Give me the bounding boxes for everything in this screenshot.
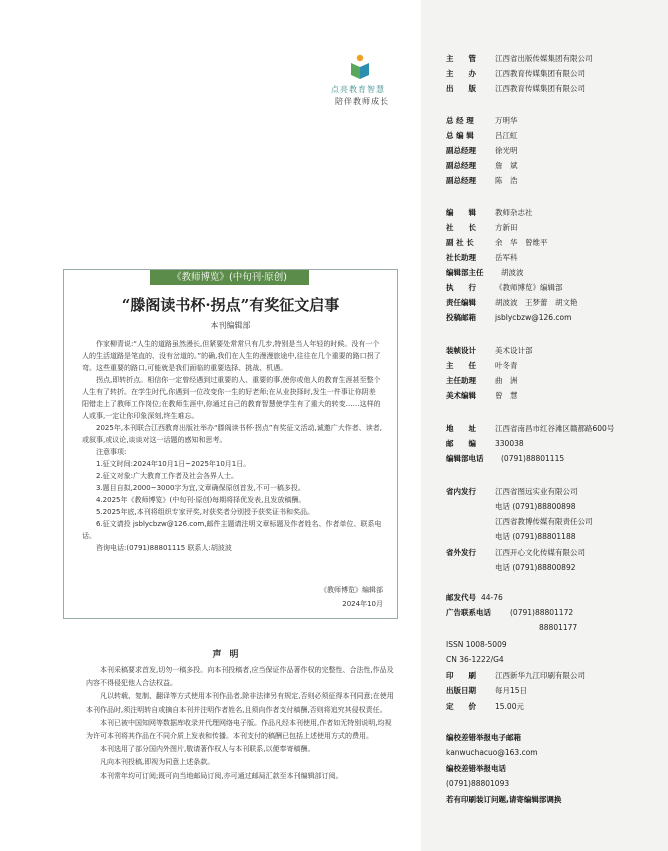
- info-row: [446, 686, 528, 696]
- notice-tag: 《教师博览》(中旬刊·原创): [150, 270, 309, 285]
- info-value: 江西教育传媒集团有限公司: [495, 69, 585, 78]
- info-row: [446, 454, 565, 464]
- info-row: [446, 346, 533, 356]
- essay-notice: [63, 269, 398, 619]
- info-value: 15.00元: [495, 702, 524, 711]
- info-value: 徐光明: [495, 146, 518, 155]
- info-line: 88801177: [539, 623, 578, 632]
- info-value: 岳军科: [495, 253, 518, 262]
- info-value: (0791)88801172: [510, 608, 574, 617]
- info-label: 社 长: [446, 223, 476, 232]
- info-row: [446, 283, 563, 293]
- report-phone: (0791)88801093: [446, 779, 510, 788]
- info-label: 编辑部电话: [446, 454, 484, 463]
- statement-paragraph: 凡以转载、复制、翻译等方式使用本刊作品者,除非法律另有规定,否则必须征得本刊同意;在使用本刊作品时,须注明转自或摘自本刊并注明作者姓名,且须向作者支付稿酬,否则将追究其侵权责任。: [86, 692, 394, 714]
- info-value: 江西新华九江印刷有限公司: [495, 671, 585, 680]
- statement-body: [86, 664, 396, 783]
- info-row: [446, 424, 615, 434]
- info-row: [446, 208, 533, 218]
- info-label: 副 社 长: [446, 238, 474, 247]
- info-value: 江西省图远实业有限公司: [495, 487, 578, 496]
- info-label: 印 刷: [446, 671, 476, 680]
- info-row: [446, 253, 518, 263]
- notice-signature-date: 2024年10月: [342, 600, 383, 608]
- info-label: 主任助理: [446, 376, 476, 385]
- info-label: 省外发行: [446, 548, 476, 557]
- info-value: 方新田: [495, 223, 518, 232]
- statement-paragraph: 凡向本刊投稿,即视为同意上述条款。: [100, 758, 215, 767]
- info-row: [446, 608, 574, 618]
- notice-items-heading: 注意事项:: [96, 448, 127, 456]
- statement-paragraph: 本刊采稿要求首发,切勿一稿多投。向本刊投稿者,应当保证作品著作权的完整性、合法性,作品及内容不得侵犯他人合法权益。: [86, 666, 394, 688]
- info-row: [446, 376, 518, 386]
- info-row: [446, 548, 585, 558]
- info-label: 出 版: [446, 84, 476, 93]
- info-label: 定 价: [446, 702, 476, 711]
- info-label: 省内发行: [446, 487, 476, 496]
- notice-item: 2.征文对象:广大教育工作者及社会各界人士。: [96, 472, 239, 480]
- notice-item: 1.征文时间:2024年10月1日~2025年10月1日。: [96, 460, 251, 468]
- info-line: 电话 (0791)88801188: [495, 532, 576, 541]
- slogan: [331, 84, 411, 108]
- info-row: [446, 54, 593, 64]
- info-row: [446, 223, 518, 233]
- cn-number: CN 36-1222/G4: [446, 655, 504, 664]
- info-value: 每月15日: [495, 686, 528, 695]
- info-value: 《教师博览》编辑部: [495, 283, 563, 292]
- notice-paragraph: 作家柳青说:“人生的道路虽然漫长,但紧要处常常只有几步,特别是当人年轻的时候。没有一个人的生活道路是笔直的、没有岔道的。”的确,我们在人生的漫漫旅途中,往往在几个重要的路口拐了弯。这些重要的路口,可能就是我们面临的重要选择、挑战、机遇。: [82, 340, 381, 372]
- info-row: [446, 671, 585, 681]
- info-value: 美术设计部: [495, 346, 533, 355]
- notice-contact: 咨询电话:(0791)88801115 联系人:胡波波: [96, 544, 232, 552]
- info-label: 主 管: [446, 54, 476, 63]
- info-label: 责任编辑: [446, 298, 476, 307]
- info-value: 曾 慧: [495, 391, 518, 400]
- issn: ISSN 1008-5009: [446, 640, 507, 649]
- info-line: 电话 (0791)88800892: [495, 563, 576, 572]
- info-label: 编辑部主任: [446, 268, 484, 277]
- info-value: 万明华: [495, 116, 518, 125]
- info-label: 副总经理: [446, 161, 476, 170]
- info-row: [446, 593, 503, 603]
- footer-note: 若有印刷装订问题,请寄编辑部调换: [446, 795, 562, 804]
- notice-item: 6.征文请投 jsblycbzw@126.com,邮件主题请注明文章标题及作者姓名、作者单位、联系电话。: [82, 520, 382, 540]
- info-label: 邮 编: [446, 439, 476, 448]
- info-value: 教师杂志社: [495, 208, 533, 217]
- info-label: 装帧设计: [446, 346, 476, 355]
- statement-paragraph: 本刊常年均可订阅;既可向当地邮局订阅,亦可通过邮局汇款至本刊编辑部订阅。: [100, 771, 343, 780]
- info-label: 美术编辑: [446, 391, 476, 400]
- info-row: [446, 116, 518, 126]
- info-value: 胡波波 王梦蕾 胡文艳: [495, 298, 578, 307]
- info-row: [446, 176, 518, 186]
- report-email-label: 编校差错举报电子邮箱: [446, 733, 521, 742]
- info-label: 主 办: [446, 69, 476, 78]
- info-value: 330038: [495, 439, 524, 448]
- statement-paragraph: 本刊已被中国知网等数据库收录并代理网络电子版。作品凡经本刊使用,作者如无特别说明,均视为许可本刊将其作品在不同介质上发表和传播。本刊支付的稿酬已包括上述使用方式的费用。: [86, 718, 392, 741]
- report-phone-label: 编校差错举报电话: [446, 764, 506, 773]
- report-email: kanwuchacuo@163.com: [446, 748, 538, 757]
- info-label: 总 经 理: [446, 116, 474, 125]
- notice-author: 本刊编辑部: [210, 321, 251, 330]
- info-value: 叶冬青: [495, 361, 518, 370]
- info-row: [446, 146, 518, 156]
- info-row: [446, 84, 585, 94]
- info-label: 副总经理: [446, 146, 476, 155]
- info-row: [446, 702, 524, 712]
- info-row: [446, 268, 524, 278]
- notice-signature-org: 《教师博览》编辑部: [320, 586, 383, 594]
- info-value: 江西教育传媒集团有限公司: [495, 84, 585, 93]
- info-label: 编 辑: [446, 208, 476, 217]
- info-row: [446, 313, 572, 323]
- info-row: [446, 439, 524, 449]
- notice-item: 4.2025年《教师博览》(中旬刊·原创)每期将择优发表,且发放稿酬。: [96, 496, 306, 504]
- notice-item: 3.题目自拟,2000~3000字为宜,文章确保原创首发,不可一稿多投。: [96, 484, 305, 492]
- info-label: 主 任: [446, 361, 476, 370]
- info-label: 邮发代号: [446, 593, 476, 602]
- info-value: 江西省出版传媒集团有限公司: [495, 54, 593, 63]
- info-label: 执 行: [446, 283, 476, 292]
- statement-paragraph: 本刊选用了部分国内外图片,敬请著作权人与本刊联系,以便奉寄稿酬。: [100, 745, 315, 754]
- info-label: 广告联系电话: [446, 608, 491, 617]
- notice-paragraph: 拐点,即转折点。相信你一定曾经遇到过重要的人、重要的事,使你或他人的教育生涯甚至整个人生有了转折。在学生时代,你遇到一位改变你一生的好老师;在从业抉择时,发生一件事让你阴差阳错走上了教师工作岗位;在教师生涯中,你通过自己的教育智慧使学生有了重大的转变……这样的人或事,一定让你印象深刻,终生难忘。: [82, 376, 381, 420]
- info-row: [446, 391, 518, 401]
- info-label: 地 址: [446, 424, 476, 433]
- statement-title: 声明: [212, 650, 247, 660]
- info-value: jsblycbzw@126.com: [495, 313, 572, 322]
- info-label: 社长助理: [446, 253, 476, 262]
- slogan-line-2: 陪伴教师成长: [335, 97, 389, 106]
- notice-paragraph: 2025年,本刊联合江西教育出版社举办“滕阁读书杯·拐点”有奖征文活动,诚邀广大作者、读者,或叙事,或议论,谈谈对这一话题的感知和思考。: [82, 424, 382, 444]
- info-value: 余 华 曾维平: [495, 238, 548, 247]
- notice-item: 5.2025年底,本刊将组织专家评奖,对获奖者分别授予获奖证书和奖品。: [96, 508, 314, 516]
- info-label: 副总经理: [446, 176, 476, 185]
- info-row: [446, 487, 578, 497]
- info-label: 投稿邮箱: [446, 313, 476, 322]
- info-label: 出版日期: [446, 686, 476, 695]
- notice-body: [82, 338, 382, 554]
- info-value: 吕江虹: [495, 131, 518, 140]
- info-value: 陈 浩: [495, 176, 518, 185]
- info-row: [446, 131, 518, 141]
- info-value: 詹 斌: [495, 161, 518, 170]
- info-value: (0791)88801115: [501, 454, 565, 463]
- logo-icon: [349, 54, 371, 80]
- info-label: 总 编 辑: [446, 131, 474, 140]
- notice-title: “滕阁读书杯·拐点”有奖征文启事: [121, 296, 340, 314]
- info-value: 江西省南昌市红谷滩区赣都路600号: [495, 424, 615, 433]
- info-row: [446, 161, 518, 171]
- info-row: [446, 361, 518, 371]
- info-line: 电话 (0791)88800898: [495, 502, 576, 511]
- slogan-line-1: 点亮教育智慧: [331, 85, 385, 94]
- info-row: [446, 298, 578, 308]
- info-value: 曲 洲: [495, 376, 518, 385]
- info-value: 胡波波: [501, 268, 524, 277]
- info-value: 江西开心文化传媒有限公司: [495, 548, 585, 557]
- info-row: [446, 69, 585, 79]
- info-value: 44-76: [481, 593, 503, 602]
- info-line: 江西省教博传媒有限责任公司: [495, 517, 593, 526]
- info-row: [446, 238, 548, 248]
